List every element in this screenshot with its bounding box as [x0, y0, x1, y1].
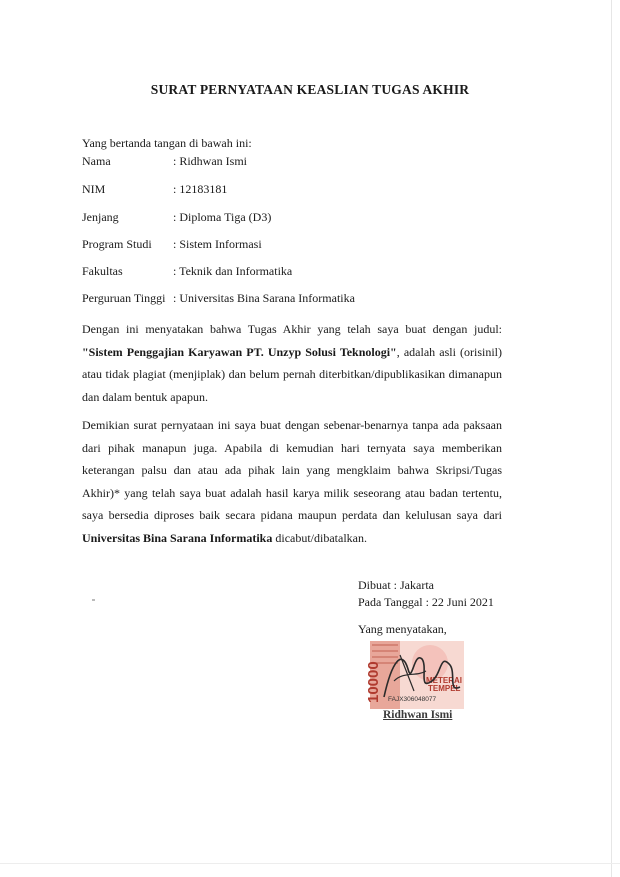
field-value: : 12183181 [173, 182, 228, 196]
signer-name: Ridhwan Ismi [383, 709, 453, 721]
declaration-tail: dicabut/dibatalkan. [272, 530, 367, 545]
scan-speck [92, 599, 95, 601]
field-label: Program Studi [82, 237, 152, 251]
field-value: : Sistem Informasi [173, 237, 262, 251]
page-bottom-edge [0, 863, 620, 864]
university-name: Universitas Bina Sarana Informatika [82, 530, 273, 545]
field-value: : Universitas Bina Sarana Informatika [173, 291, 355, 305]
field-label: Nama [82, 154, 111, 168]
signature-place: Dibuat : Jakarta [358, 578, 434, 592]
stamp-serial: FAJX306048077 [388, 696, 437, 703]
field-label: Perguruan Tinggi [82, 291, 166, 305]
statement-paragraph [82, 318, 502, 408]
field-value: : Diploma Tiga (D3) [173, 210, 272, 224]
declaration-text: Demikian surat pernyataan ini saya buat dengan sebenar-benarnya tanpa ada paksaan dari pihak manapun juga. Apabila di kemudian hari ternyata saya memberikan keterangan palsu dan atau ada pihak lain yang mengklaim bahwa Skripsi/Tugas Akhir)* yang telah saya buat adalah hasil karya milik seseorang atau badan tertentu, saya bersedia diproses baik secara pidana maupun perdata dan kelulusan saya dari [82, 418, 502, 522]
meterai-stamp [365, 641, 464, 709]
field-label: Jenjang [82, 210, 119, 224]
field-value: : Teknik dan Informatika [173, 264, 293, 278]
stamp-label-1: METERAI [426, 676, 462, 685]
intro-text: Yang bertanda tangan di bawah ini: [82, 136, 252, 150]
page-edge [611, 0, 612, 877]
meterai-stamp-graphic [365, 641, 464, 709]
document-title: SURAT PERNYATAAN KEASLIAN TUGAS AKHIR [150, 82, 470, 97]
signature-date: Pada Tanggal : 22 Juni 2021 [358, 595, 494, 609]
field-label: Fakultas [82, 264, 123, 278]
statement-rest: , adalah asli (orisinil) atau tidak plagiat (menjiplak) dan belum pernah diterbitkan/dipublikasikan dimanapun dan dalam bentuk apapun. [82, 344, 502, 404]
declaration-paragraph [82, 414, 502, 549]
signature-closing: Yang menyatakan, [358, 622, 447, 636]
stamp-label-2: TEMPEL [428, 684, 461, 693]
statement-lead: Dengan ini menyatakan bahwa Tugas Akhir yang telah saya buat dengan judul: [82, 322, 502, 336]
stamp-amount: 10000 [365, 661, 382, 703]
thesis-title: "Sistem Penggajian Karyawan PT. Unzyp Solusi Teknologi" [82, 344, 397, 359]
field-value: : Ridhwan Ismi [173, 154, 247, 168]
field-label: NIM [82, 182, 106, 196]
